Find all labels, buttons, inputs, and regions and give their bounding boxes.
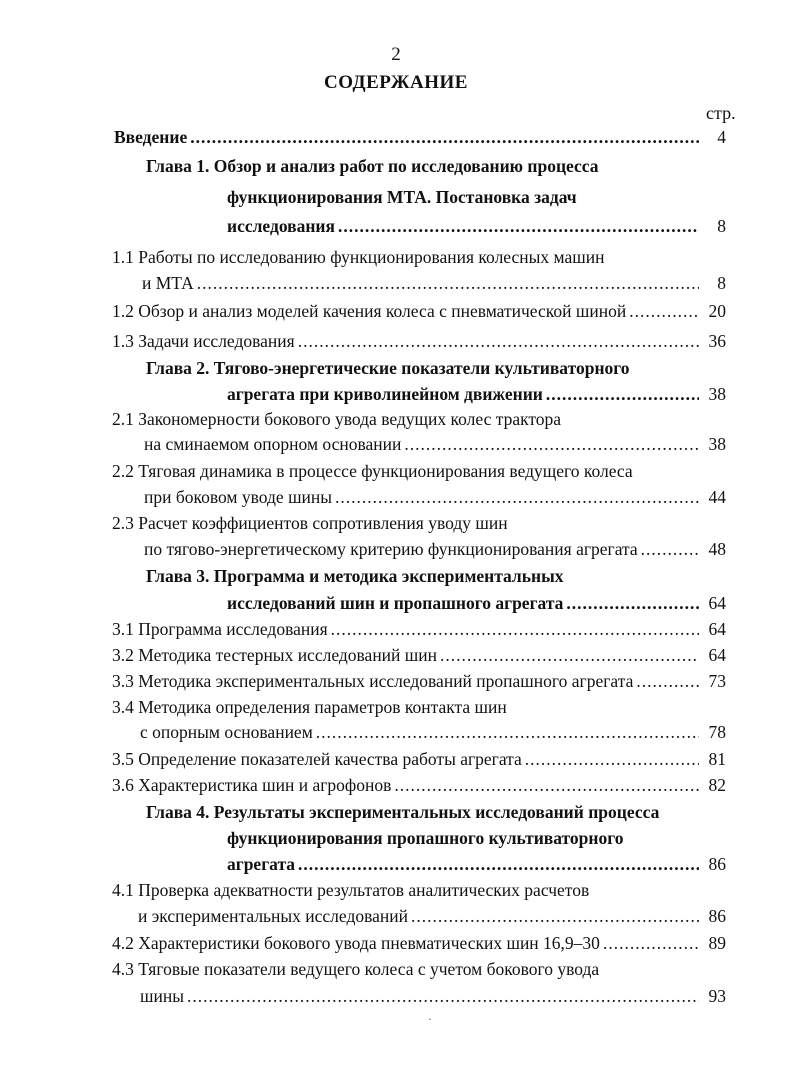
- toc-entry-page: 20: [708, 301, 726, 321]
- toc-entry-page: 64: [708, 645, 726, 665]
- toc-entry-page: 78: [708, 722, 726, 742]
- toc-entry-page: 4: [717, 127, 726, 147]
- toc-entry-2-2: [144, 486, 726, 508]
- toc-entry-4-1-line-1: 4.1 Проверка адекватности результатов аналитических расчетов: [112, 880, 590, 900]
- toc-entry-1-1: [142, 272, 726, 294]
- toc-chapter-2-line-1: Глава 2. Тягово-энергетические показатели культиваторного: [146, 358, 630, 378]
- toc-entry-title: 3.1 Программа исследования: [112, 619, 328, 639]
- toc-leader: [629, 300, 699, 322]
- toc-leader: [603, 932, 699, 954]
- toc-entry-title: 1.3 Задачи исследования: [112, 331, 295, 351]
- toc-entry-title: по тягово-энергетическому критерию функционирования агрегата: [144, 539, 638, 559]
- toc-chapter-4: [227, 853, 726, 875]
- toc-entry-4-1: [138, 905, 726, 927]
- toc-chapter-2: [227, 383, 726, 405]
- toc-entry-page: 64: [708, 593, 726, 613]
- toc-entry-title: 3.6 Характеристика шин и агрофонов: [112, 775, 392, 795]
- toc-chapter-3-line-1: Глава 3. Программа и методика экспериментальных: [146, 566, 564, 586]
- toc-entry-3-2: [112, 644, 726, 666]
- toc-chapter-1: [227, 215, 726, 237]
- toc-leader: [546, 383, 699, 405]
- toc-entry-page: 86: [708, 854, 726, 874]
- toc-entry-page: 89: [708, 933, 726, 953]
- toc-leader: [394, 774, 699, 796]
- toc-entry-4-3: [140, 985, 726, 1007]
- toc-leader: [636, 670, 699, 692]
- toc-chapter-1-line-1: Глава 1. Обзор и анализ работ по исследованию процесса: [146, 156, 599, 176]
- toc-entry-title: шины: [140, 986, 184, 1006]
- toc-entry-page: 36: [708, 331, 726, 351]
- page-number: 2: [391, 44, 401, 65]
- toc-entry-title: Введение: [114, 127, 188, 147]
- toc-entry-3-4: [140, 721, 726, 743]
- toc-entry-title: и экспериментальных исследований: [138, 906, 409, 926]
- toc-leader: [404, 433, 699, 455]
- toc-entry-page: 8: [717, 216, 726, 236]
- toc-entry-page: 38: [708, 384, 726, 404]
- toc-leader: [190, 126, 699, 148]
- toc-entry-page: 44: [708, 487, 726, 507]
- toc-leader: [525, 748, 699, 770]
- toc-entry-title: 3.3 Методика экспериментальных исследований пропашного агрегата: [112, 671, 634, 691]
- toc-entry-title: 3.5 Определение показателей качества работы агрегата: [112, 749, 522, 769]
- toc-entry-title: 3.2 Методика тестерных исследований шин: [112, 645, 437, 665]
- toc-entry-page: 48: [708, 539, 726, 559]
- toc-entry-page: 86: [708, 906, 726, 926]
- toc-leader: [335, 486, 699, 508]
- toc-entry-2-3-line-1: 2.3 Расчет коэффициентов сопротивления уводу шин: [112, 513, 508, 533]
- toc-entry-4-3-line-1: 4.3 Тяговые показатели ведущего колеса с учетом бокового увода: [112, 959, 600, 979]
- toc-entry-4-2: [112, 932, 726, 954]
- toc-entry-1-3: [112, 330, 726, 352]
- toc-entry-page: 38: [708, 434, 726, 454]
- toc-entry-3-5: [112, 748, 726, 770]
- toc-leader: [411, 905, 699, 927]
- toc-entry-page: 81: [708, 749, 726, 769]
- toc-leader: [298, 330, 699, 352]
- toc-entry-title: исследования: [227, 216, 335, 236]
- toc-entry-3-4-line-1: 3.4 Методика определения параметров контакта шин: [112, 697, 507, 717]
- toc-entry-title: при боковом уводе шины: [144, 487, 333, 507]
- toc-leader: [187, 985, 699, 1007]
- toc-leader: [338, 215, 699, 237]
- toc-leader: [331, 618, 699, 640]
- toc-entry-intro: [114, 126, 726, 148]
- toc-entry-title: на сминаемом опорном основании: [144, 434, 402, 454]
- toc-entry-1-1-line-1: 1.1 Работы по исследованию функционирования колесных машин: [112, 247, 605, 267]
- toc-entry-title: 1.2 Обзор и анализ моделей качения колеса с пневматической шиной: [112, 301, 627, 321]
- toc-entry-title: с опорным основанием: [140, 722, 313, 742]
- page-column-label: стр.: [706, 103, 736, 123]
- toc-entry-title: и МТА: [142, 273, 194, 293]
- toc-leader: [316, 721, 699, 743]
- toc-chapter-1-line-2: функционирования МТА. Постановка задач: [227, 187, 577, 207]
- toc-entry-page: 93: [708, 986, 726, 1006]
- toc-entry-page: 64: [708, 619, 726, 639]
- scan-speck: ·: [428, 1012, 432, 1026]
- toc-entry-page: 73: [708, 671, 726, 691]
- toc-entry-page: 82: [708, 775, 726, 795]
- toc-chapter-3: [227, 592, 726, 614]
- toc-entry-title: исследований шин и пропашного агрегата: [227, 593, 564, 613]
- page-title: СОДЕРЖАНИЕ: [324, 72, 468, 93]
- toc-entry-1-2: [112, 300, 726, 322]
- toc-entry-2-1-line-1: 2.1 Закономерности бокового увода ведущих колес трактора: [112, 409, 562, 429]
- toc-entry-2-1: [144, 433, 726, 455]
- toc-entry-3-1: [112, 618, 726, 640]
- toc-leader: [440, 644, 699, 666]
- toc-leader: [566, 592, 699, 614]
- toc-leader: [641, 538, 699, 560]
- toc-entry-page: 8: [717, 273, 726, 293]
- toc-leader: [197, 272, 699, 294]
- toc-entry-title: агрегата при криволинейном движении: [227, 384, 543, 404]
- toc-leader: [298, 853, 699, 875]
- toc-entry-3-3: [112, 670, 726, 692]
- toc-entry-3-6: [112, 774, 726, 796]
- toc-entry-title: 4.2 Характеристики бокового увода пневматических шин 16,9–30: [112, 933, 600, 953]
- toc-chapter-4-line-2: функционирования пропашного культиваторного: [227, 828, 624, 848]
- toc-entry-title: агрегата: [227, 854, 296, 874]
- toc-chapter-4-line-1: Глава 4. Результаты экспериментальных исследований процесса: [146, 802, 660, 822]
- toc-entry-2-2-line-1: 2.2 Тяговая динамика в процессе функционирования ведущего колеса: [112, 461, 633, 481]
- toc-entry-2-3: [144, 538, 726, 560]
